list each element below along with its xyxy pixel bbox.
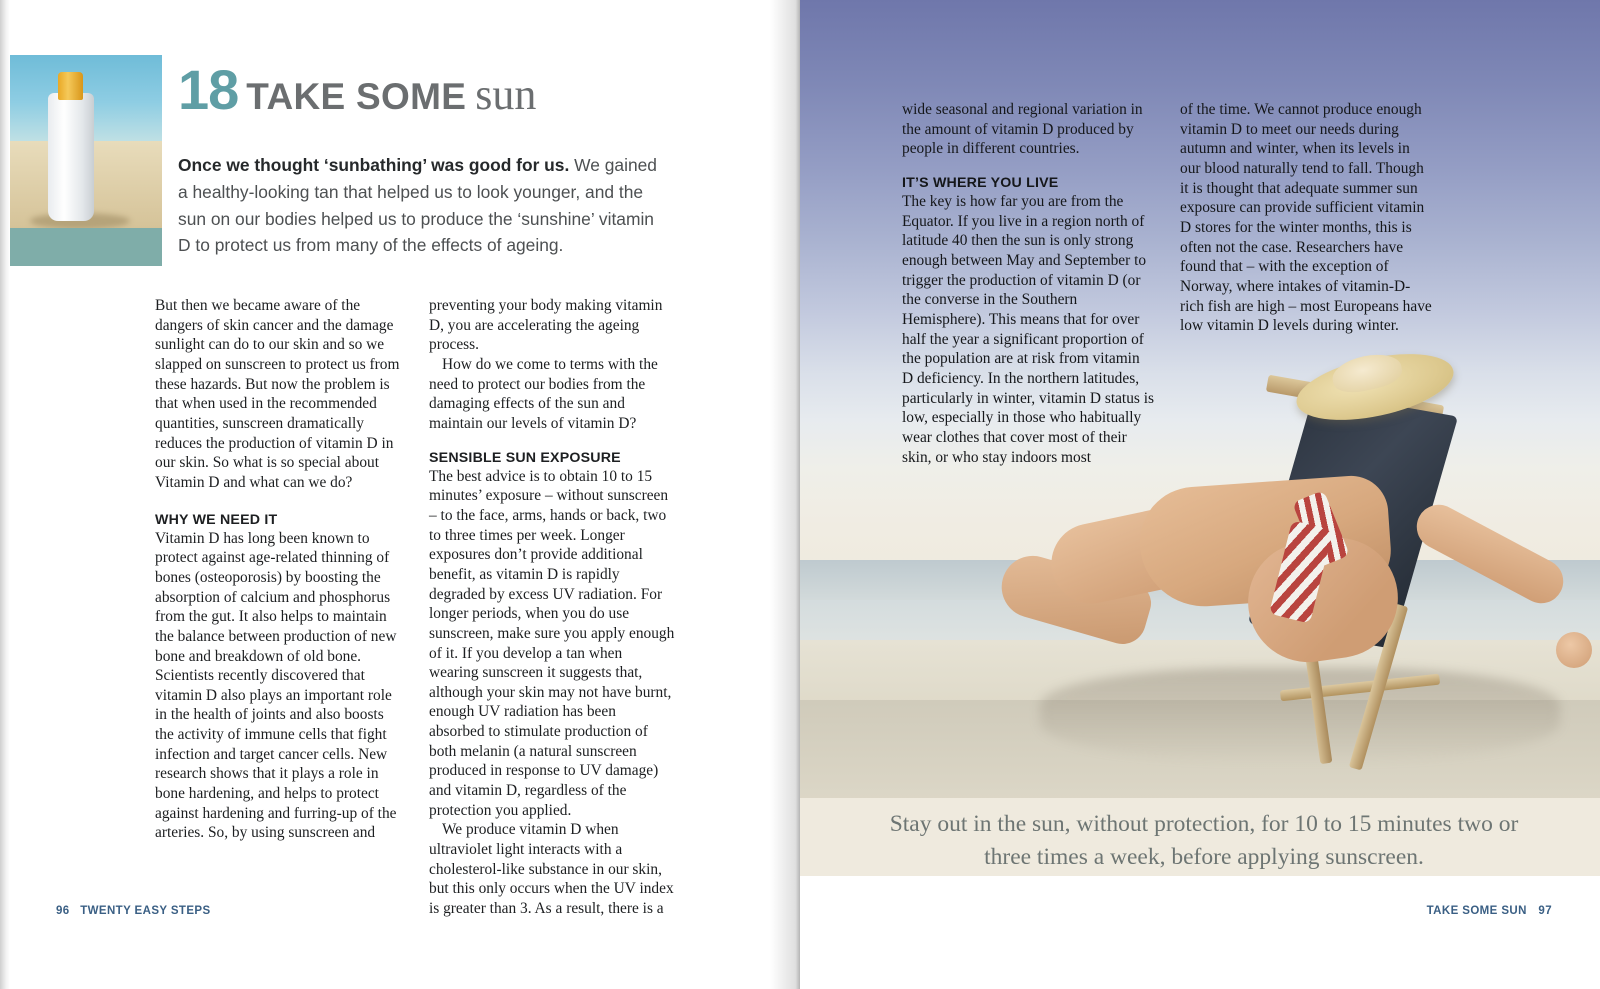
right-folio [1427,905,1552,917]
paragraph: We produce vitamin D when ultraviolet light interacts with a cholesterol-like substance in our skin, but this only occurs when the UV index is greater than 3. As a result, there is a [429,821,674,918]
photo-caption: Stay out in the sun, without protection, for 10 to 15 minutes two or three times a week, before applying sunscreen. [889,811,1519,870]
gutter-shadow [770,0,800,989]
standfirst [178,152,668,259]
right-column-2 [1180,100,1432,467]
right-column-1 [902,100,1154,467]
left-body-columns [155,296,675,919]
paragraph: preventing your body making vitamin D, you are accelerating the ageing process. [429,297,663,354]
figure-reflection [1040,668,1560,760]
left-folio [56,905,211,917]
standfirst-rest: We gained a healthy-looking tan that helped us to look younger, and the sun on our bodies helped us to produce the ‘sunshine’ vitamin D to protect us from many of the effects of ageing. [178,155,657,256]
figure-hand [1556,632,1592,668]
left-folio-title: TWENTY EASY STEPS [80,905,211,917]
right-folio-title: TAKE SOME SUN [1426,905,1527,917]
chapter-heading [178,58,537,121]
paragraph: wide seasonal and regional variation in the amount of vitamin D produced by people in different countries. [902,101,1143,158]
chapter-number: 18 [178,58,239,121]
paragraph: How do we come to terms with the need to protect our bodies from the damaging effects of the sun and maintain our levels of vitamin D? [429,355,658,432]
teal-accent-band [10,228,162,266]
subheading-its-where-you-live: IT’S WHERE YOU LIVE [902,174,1059,191]
chapter-title-bold: TAKE SOME [246,76,467,117]
left-page-number: 96 [56,905,70,917]
photo-bottle-body [48,93,94,221]
paragraph: The best advice is to obtain 10 to 15 minutes’ exposure – without sunscreen – to the face, arms, hands or back, two to three times per week. Longer exposures don’t provide additional benefit, as vitamin D is rapidly degraded by excess UV radiation. For longer periods, when you do use sunscreen, make sure you apply enough of it. If you develop a tan when wearing sunscreen it suggests that, although your skin may not have burnt, enough UV radiation has been absorbed to stimulate production of both melanin (a natural sunscreen produced in response to UV damage) and vitamin D, regardless of the protection you applied. [429,467,675,819]
standfirst-lead: Once we thought ‘sunbathing’ was good for us. [178,155,570,175]
photo-bottle-cap [58,72,83,100]
paragraph: The key is how far you are from the Equator. If you live in a region north of latitude 40 then the sun is only strong enough between May and September to trigger the production of vitamin D (or the converse in the Southern Hemisphere). This means that for over half the year a significant proportion of the population are at risk from vitamin D deficiency. In the northern latitudes, particularly in winter, vitamin D status is low, especially in those who habitually wear clothes that cover most of their skin, or who stay indoors most [902,192,1154,466]
paragraph: of the time. We cannot produce enough vitamin D to meet our needs during autumn and winter, when its levels in our blood naturally tend to fall. Though it is thought that adequate summer sun exposure can provide sufficient vitamin D stores for the winter months, this is often not the case. Researchers have found that – with the exception of Norway, where intakes of vitamin-D-rich fish are high – most Europeans have low vitamin D levels during winter. [1180,101,1432,335]
subheading-why-we-need-it: WHY WE NEED IT [155,511,278,528]
right-page [800,0,1600,989]
subheading-sensible-sun-exposure: SENSIBLE SUN EXPOSURE [429,449,621,466]
right-page-bottom-margin [800,876,1600,989]
page-edge-gradient [0,0,10,989]
right-page-number: 97 [1538,905,1552,917]
left-column-1 [155,296,401,919]
paragraph: Vitamin D has long been known to protect against age-related thinning of bones (osteoporosis) by boosting the absorption of calcium and phosphorus from the gut. It also helps to maintain the balance between production of new bone and breakdown of old bone. Scientists recently discovered that vitamin D also plays an important role in the health of joints and also boosts the activity of immune cells that fight infection and target cancer cells. New research shows that it plays a role in bone hardening, and helps to protect against hardening and furring-up of the arteries. So, by using sunscreen and [155,529,397,842]
right-body-columns [902,100,1432,467]
figure-arm [1409,497,1571,611]
paragraph: But then we became aware of the dangers of skin cancer and the damage sunlight can do to our skin and so we slapped on sunscreen to protect us from these hazards. But now the problem is that when used in the recommended quantities, sunscreen dramatically reduces the production of vitamin D in our skin. So what is so special about Vitamin D and what can we do? [155,297,400,491]
chapter-title-script: sun [475,70,537,119]
left-column-2 [429,296,675,919]
